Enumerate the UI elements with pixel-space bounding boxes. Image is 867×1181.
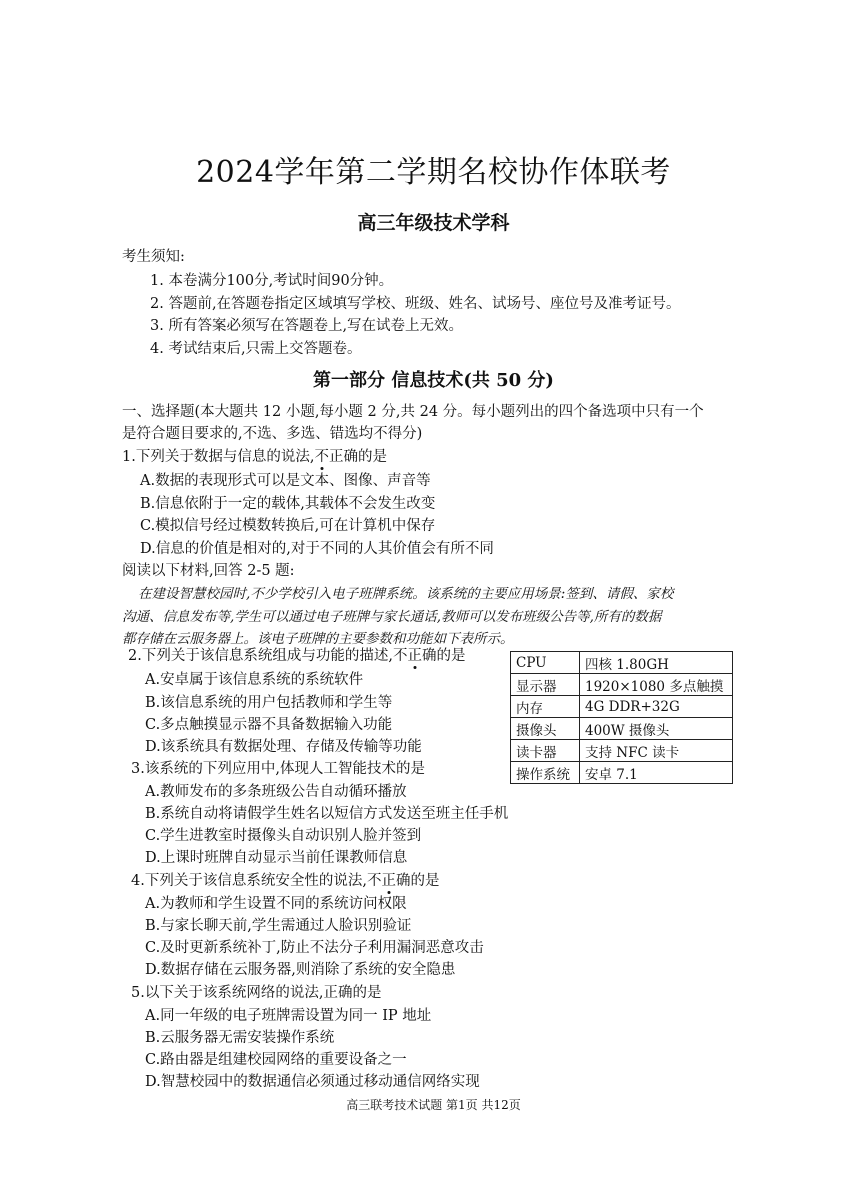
reading-line: 都存储在云服务器上。该电子班牌的主要参数和功能如下表所示。: [122, 631, 514, 647]
question-1-stem: [122, 450, 387, 465]
table-value: 安卓 7.1: [580, 762, 733, 784]
question-3-option-b: B.系统自动将请假学生姓名以短信方式发送至班主任手机: [145, 806, 509, 822]
emphasis-mark: 不正确: [392, 648, 437, 664]
question-1-option-b: B.信息依附于一定的载体,其载体不会发生改变: [140, 496, 436, 512]
notice-item: 1. 本卷满分100分,考试时间90分钟。: [150, 273, 394, 289]
table-key: CPU: [511, 652, 580, 674]
emphasis-mark: 不: [314, 449, 329, 465]
stem-text: 4.下列关于该信息系统安全性的说法,: [131, 873, 367, 889]
table-row: [511, 674, 733, 696]
question-5-stem: 5.以下关于该系统网络的说法,正确的是: [131, 985, 382, 1001]
question-2-option-c: C.多点触摸显示器不具备数据输入功能: [145, 717, 393, 733]
section-heading-line: 一、选择题(本大题共 12 小题,每小题 2 分,共 24 分。每小题列出的四个备选项中只有一个: [122, 404, 704, 420]
question-3-option-d: D.上课时班牌自动显示当前任课教师信息: [145, 850, 408, 866]
table-key: 操作系统: [511, 762, 580, 784]
stem-text: 的是: [436, 648, 466, 664]
stem-text: 的是: [410, 873, 440, 889]
question-5-option-d: D.智慧校园中的数据通信必须通过移动通信网络实现: [145, 1074, 480, 1090]
question-5-option-a: A.同一年级的电子班牌需设置为同一 IP 地址: [145, 1008, 432, 1024]
stem-text: 2.下列关于该信息系统组成与功能的描述,: [128, 648, 393, 664]
question-1-option-a: A.数据的表现形式可以是文本、图像、声音等: [140, 473, 431, 489]
notice-item: 2. 答题前,在答题卷指定区域填写学校、班级、姓名、试场号、座位号及准考证号。: [150, 296, 681, 312]
question-2-stem: [128, 649, 465, 664]
question-3-option-c: C.学生进教室时摄像头自动识别人脸并签到: [145, 828, 422, 844]
emphasis-mark: 不正确: [366, 873, 411, 889]
table-row: [511, 652, 733, 674]
notice-item: 3. 所有答案必须写在答题卷上,写在试卷上无效。: [150, 318, 464, 334]
notice-heading: 考生须知:: [122, 249, 185, 265]
table-value: 400W 摄像头: [580, 718, 733, 740]
question-1-option-d: D.信息的价值是相对的,对于不同的人其价值会有所不同: [140, 541, 494, 557]
section-heading-line: 是符合题目要求的,不选、多选、错选均不得分): [122, 426, 423, 442]
table-key: 内存: [511, 696, 580, 718]
table-value: 4G DDR+32G: [580, 696, 733, 718]
question-4-option-c: C.及时更新系统补丁,防止不法分子利用漏洞恶意攻击: [145, 940, 484, 956]
table-row: [511, 696, 733, 718]
table-key: 摄像头: [511, 718, 580, 740]
question-4-stem: [131, 874, 439, 889]
question-2-option-b: B.该信息系统的用户包括教师和学生等: [145, 695, 393, 711]
stem-text: 正确的是: [328, 449, 387, 465]
exam-subtitle: 高三年级技术学科: [357, 212, 510, 234]
question-3-stem: 3.该系统的下列应用中,体现人工智能技术的是: [131, 761, 425, 777]
reading-intro: 阅读以下材料,回答 2-5 题:: [122, 563, 295, 579]
reading-line: 在建设智慧校园时,不少学校引入电子班牌系统。该系统的主要应用场景:签到、请假、家校: [138, 586, 674, 602]
question-3-option-a: A.教师发布的多条班级公告自动循环播放: [145, 784, 407, 800]
reading-line: 沟通、信息发布等,学生可以通过电子班牌与家长通话,教师可以发布班级公告等,所有的数据: [122, 609, 662, 625]
question-2-option-a: A.安卓属于该信息系统的系统软件: [145, 672, 364, 688]
table-row: [511, 740, 733, 762]
question-5-option-c: C.路由器是组建校园网络的重要设备之一: [145, 1052, 407, 1068]
table-value: 四核 1.80GH: [580, 652, 733, 674]
question-4-option-a: A.为教师和学生设置不同的系统访问权限: [145, 896, 407, 912]
page-footer: 高三联考技术试题 第1页 共12页: [346, 1098, 521, 1112]
part-title: 第一部分 信息技术(共 50 分): [313, 370, 554, 391]
table-value: 支持 NFC 读卡: [580, 740, 733, 762]
table-key: 显示器: [511, 674, 580, 696]
spec-table: [510, 651, 733, 784]
table-key: 读卡器: [511, 740, 580, 762]
table-row: [511, 762, 733, 784]
question-1-option-c: C.模拟信号经过模数转换后,可在计算机中保存: [140, 518, 436, 534]
exam-title: 2024学年第二学期名校协作体联考: [196, 155, 671, 190]
stem-text: 1.下列关于数据与信息的说法,: [122, 449, 315, 465]
notice-item: 4. 考试结束后,只需上交答题卷。: [150, 341, 362, 357]
table-value: 1920×1080 多点触摸: [580, 674, 733, 696]
table-row: [511, 718, 733, 740]
question-5-option-b: B.云服务器无需安装操作系统: [145, 1030, 335, 1046]
question-2-option-d: D.该系统具有数据处理、存储及传输等功能: [145, 739, 422, 755]
question-4-option-d: D.数据存储在云服务器,则消除了系统的安全隐患: [145, 962, 456, 978]
question-4-option-b: B.与家长聊天前,学生需通过人脸识别验证: [145, 918, 412, 934]
